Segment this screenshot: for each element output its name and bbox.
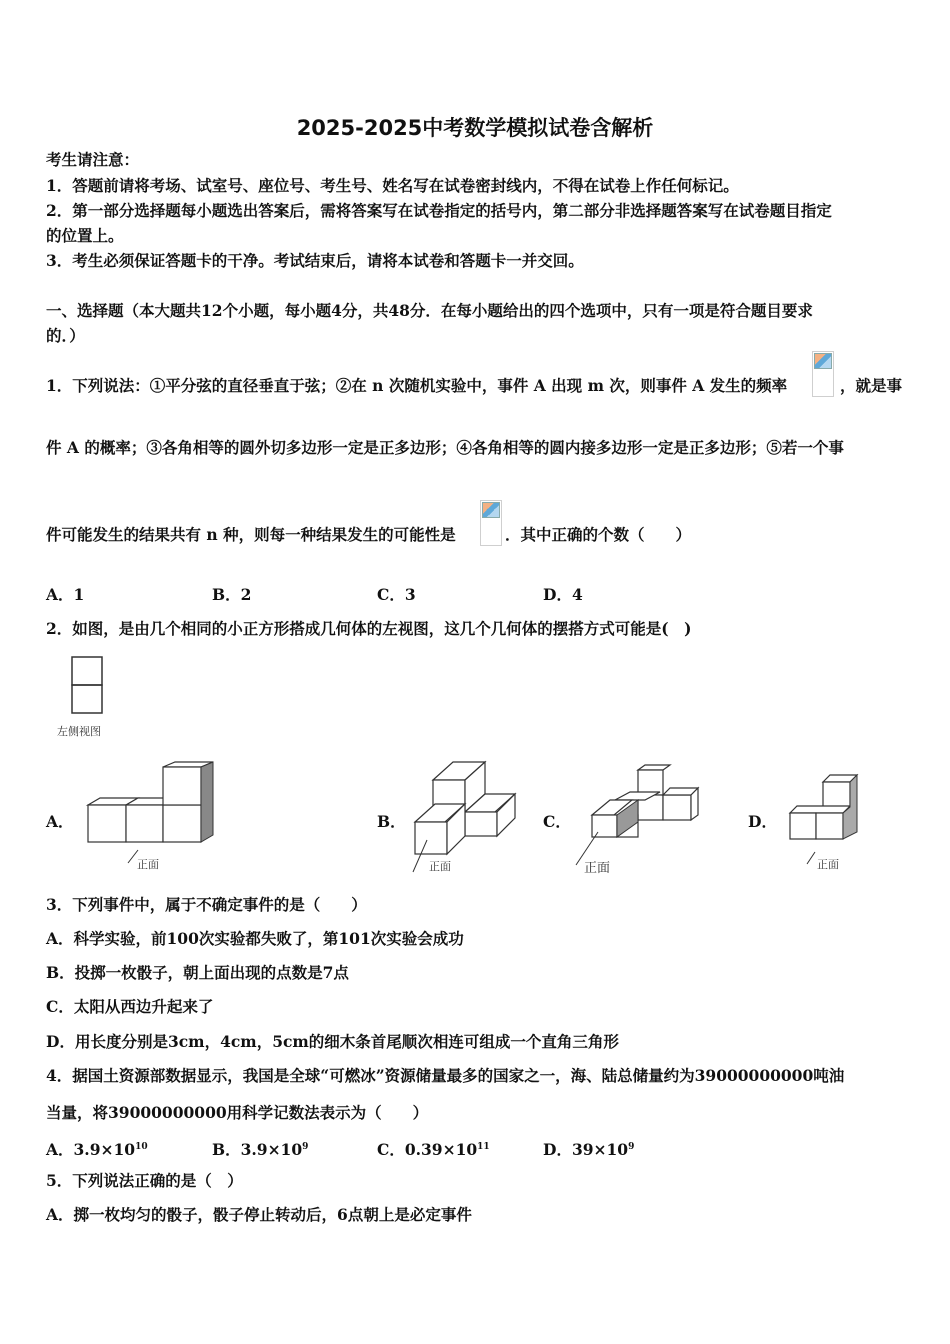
- option-a-figure: [85, 760, 220, 875]
- q4-option-a[interactable]: A．$3.9\times 10^{10}$: [46, 1140, 148, 1159]
- q4-option-d[interactable]: D．$39\times 10^9$: [543, 1140, 635, 1159]
- q4-line1: 4．据国土资源部数据显示，我国是全球“可燃冰”资源储量最多的国家之一，海、陆总储量约为39000000000吨油: [46, 1066, 845, 1085]
- notice-item: 1．答题前请将考场、试室号、座位号、考生号、姓名写在试卷密封线内，不得在试卷上作任何标记。: [46, 176, 739, 195]
- q1-option-b[interactable]: B．2: [212, 585, 252, 604]
- q4-option-c[interactable]: C．$0.39\times 10^{11}$: [377, 1140, 490, 1159]
- q3-stem: 3．下列事件中，属于不确定事件的是（ ）: [46, 895, 367, 914]
- svg-text:正面: 正面: [584, 861, 611, 875]
- q5-stem: 5．下列说法正确的是（ ）: [46, 1171, 243, 1190]
- q2-option-c[interactable]: C．: [543, 812, 571, 831]
- svg-text:正面: 正面: [137, 858, 159, 871]
- q1-line3-end: ．其中正确的个数（ ）: [505, 525, 692, 544]
- q3-option-a[interactable]: A．科学实验，前100次实验都失败了，第101次实验会成功: [46, 929, 464, 948]
- q4-line2: 当量，将39000000000用科学记数法表示为（ ）: [46, 1103, 429, 1122]
- notice-item: 2．第一部分选择题每小题选出答案后，需将答案写在试卷指定的括号内，第二部分非选择题答案写在试卷题目指定: [46, 201, 832, 220]
- notice-item: 3．考生必须保证答题卡的干净。考试结束后，请将本试卷和答题卡一并交回。: [46, 251, 584, 270]
- q1-option-d[interactable]: D．4: [543, 585, 583, 604]
- q1-line3: 件可能发生的结果共有 n 种，则每一种结果发生的可能性是: [46, 525, 456, 544]
- q1-line1: 1．下列说法：①平分弦的直径垂直于弦；②在 n 次随机实验中，事件 A 出现 m 次，则事件 A 发生的频率: [46, 376, 788, 395]
- svg-text:正面: 正面: [817, 858, 839, 871]
- option-c-figure: [570, 760, 705, 875]
- left-view-label: 左侧视图: [57, 725, 101, 738]
- broken-image-icon: [480, 500, 502, 546]
- notice-item: 的位置上。: [46, 226, 124, 245]
- broken-image-icon: [812, 351, 834, 397]
- q3-option-b[interactable]: B．投掷一枚骰子，朝上面出现的点数是7点: [46, 963, 349, 982]
- q2-stem: 2．如图，是由几个相同的小正方形搭成几何体的左视图，这几个几何体的摆搭方式可能是( ): [46, 619, 692, 638]
- option-d-figure: [785, 768, 870, 873]
- left-view-figure: [55, 655, 135, 745]
- notice-heading: 考生请注意：: [46, 150, 140, 169]
- q1-line1-end: ，就是事: [840, 376, 903, 395]
- q2-option-b[interactable]: B．: [377, 812, 406, 831]
- section-heading-cont: 的．）: [46, 326, 85, 345]
- q2-option-a[interactable]: A．: [46, 812, 74, 831]
- q1-option-a[interactable]: A．1: [46, 585, 85, 604]
- q1-line2: 件 A 的概率；③各角相等的圆外切多边形一定是正多边形；④各角相等的圆内接多边形一定是正多边形；⑤若一个事: [46, 438, 844, 457]
- q3-option-c[interactable]: C．太阳从西边升起来了: [46, 997, 214, 1016]
- q4-option-b[interactable]: B．$3.9\times 10^9$: [212, 1140, 309, 1159]
- svg-text:正面: 正面: [429, 860, 451, 873]
- option-b-figure: [405, 760, 525, 875]
- page-title: 2025-2025中考数学模拟试卷含解析: [296, 116, 654, 140]
- q5-option-a[interactable]: A．掷一枚均匀的骰子，骰子停止转动后，6点朝上是必定事件: [46, 1205, 472, 1224]
- section-heading: 一、选择题（本大题共12个小题，每小题4分，共48分．在每小题给出的四个选项中，只有一项是符合题目要求: [46, 301, 813, 320]
- q1-option-c[interactable]: C．3: [377, 585, 416, 604]
- q3-option-d[interactable]: D．用长度分别是3cm，4cm，5cm的细木条首尾顺次相连可组成一个直角三角形: [46, 1032, 619, 1051]
- q2-option-d[interactable]: D．: [748, 812, 777, 831]
